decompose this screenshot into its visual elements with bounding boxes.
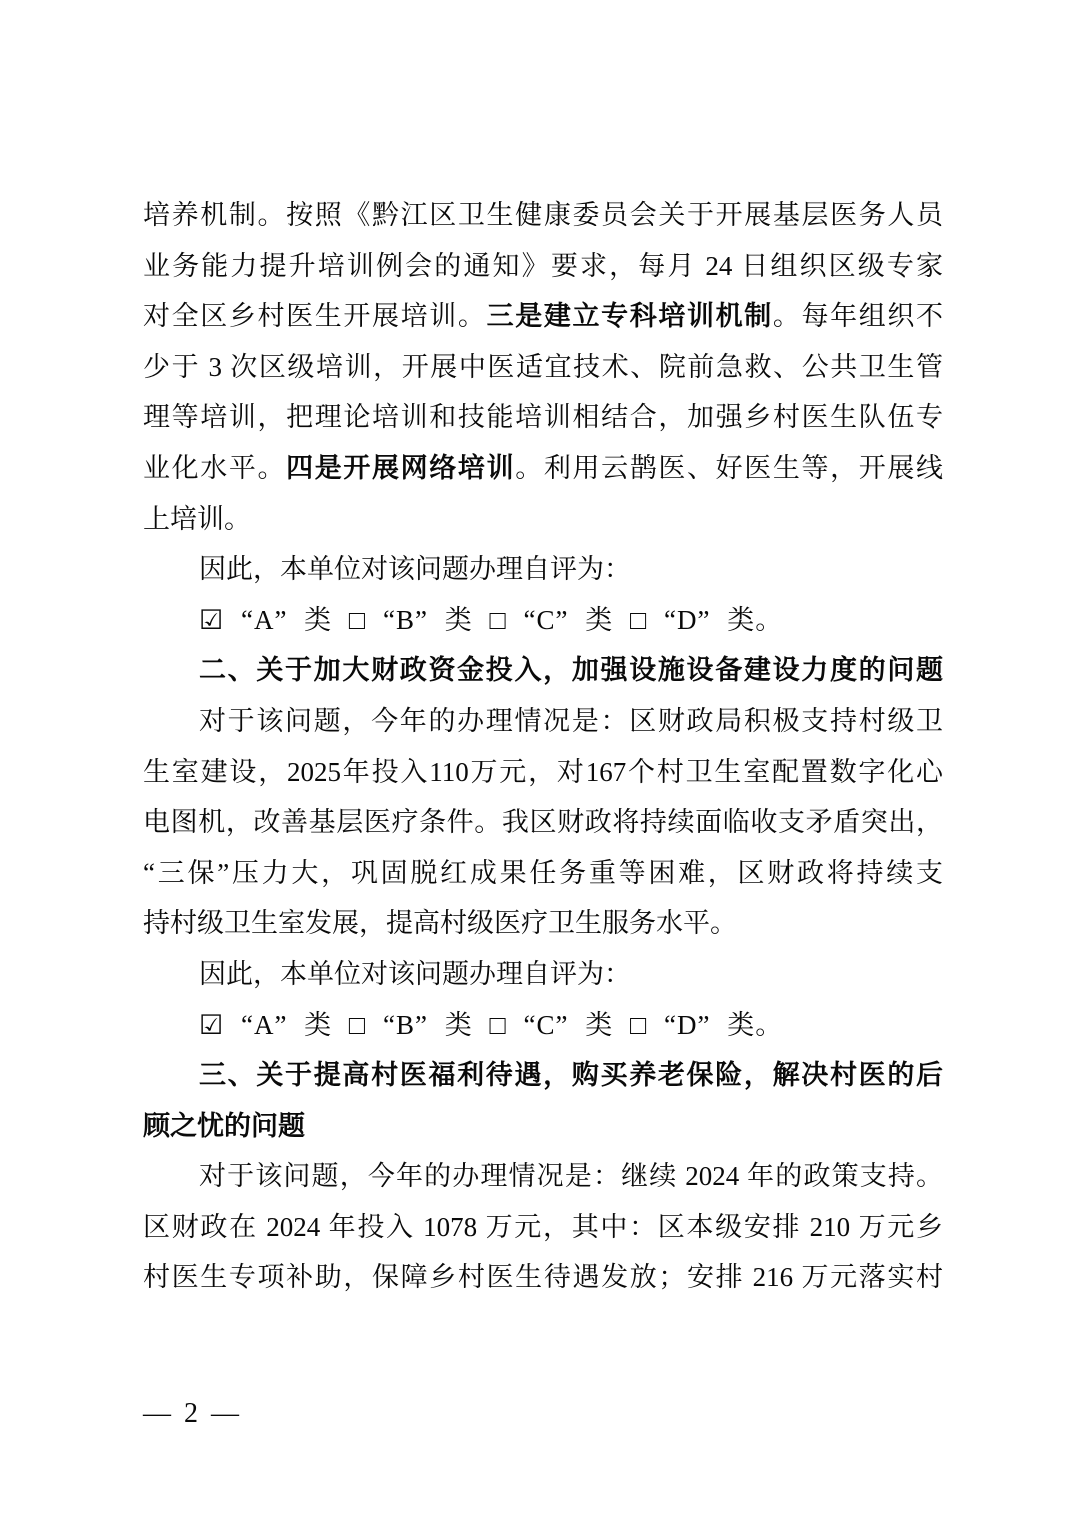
text-run: 对于该问题，今年的办理情况是：继续 2024 年的政策支持。 (199, 1161, 943, 1192)
text-run: 生室建设，2025年投入110万元，对167个村卫生室配置数字化心 (143, 756, 943, 787)
bold-text-run: 三是建立专科培训机制 (486, 301, 773, 332)
text-run: 业化水平。 (143, 452, 287, 483)
text-line (143, 949, 943, 1000)
text-line (143, 241, 943, 292)
text-run: 持村级卫生室发展，提高村级医疗卫生服务水平。 (143, 908, 737, 939)
text-run: 业务能力提升培训例会的通知》要求，每月 24 日组织区级专家 (143, 250, 943, 281)
self-rating-line (143, 1000, 943, 1051)
text-run: 培养机制。按照《黔江区卫生健康委员会关于开展基层医务人员 (143, 200, 943, 230)
text-run: 。每年组织不 (772, 301, 944, 332)
text-line (143, 443, 943, 494)
text-run: 理等培训，把理论培训和技能培训相结合，加强乡村医生队伍专 (143, 402, 943, 433)
text-run: 对全区乡村医生开展培训。 (143, 301, 487, 332)
text-run: ☑ “A” 类 □ “B” 类 □ “C” 类 □ “D” 类。 (199, 604, 784, 635)
text-line (143, 898, 943, 949)
text-line (143, 342, 943, 393)
text-line (143, 696, 943, 747)
text-run: 村医生专项补助，保障乡村医生待遇发放；安排 216 万元落实村 (143, 1262, 943, 1293)
text-line (143, 1202, 943, 1253)
self-rating-line (143, 595, 943, 646)
text-line (143, 797, 943, 848)
section-heading-line (143, 645, 943, 696)
text-run: 因此，本单位对该问题办理自评为： (199, 554, 631, 585)
text-run: 因此，本单位对该问题办理自评为： (199, 958, 631, 989)
text-run: 对于该问题，今年的办理情况是：区财政局积极支持村级卫 (199, 705, 943, 736)
text-line (143, 291, 943, 342)
text-line (143, 190, 943, 241)
document-body (143, 190, 943, 1303)
text-line (143, 1252, 943, 1303)
text-run: 。利用云鹊医、好医生等，开展线 (515, 452, 944, 483)
text-run: “三保”压力大，巩固脱红成果任务重等困难，区财政将持续支 (143, 857, 943, 888)
text-run: 少于 3 次区级培训，开展中医适宜技术、院前急救、公共卫生管 (143, 351, 943, 382)
text-line (143, 848, 943, 899)
text-run: 二、关于加大财政资金投入，加强设施设备建设力度的问题 (199, 655, 943, 686)
section-heading-line (143, 1101, 943, 1152)
text-run: ☑ “A” 类 □ “B” 类 □ “C” 类 □ “D” 类。 (199, 1009, 784, 1040)
page-number: — 2 — (143, 1398, 242, 1429)
bold-text-run: 四是开展网络培训 (286, 452, 516, 483)
text-line (143, 544, 943, 595)
text-run: 顾之忧的问题 (143, 1110, 305, 1141)
text-line (143, 747, 943, 798)
text-line (143, 1151, 943, 1202)
text-line (143, 392, 943, 443)
text-run: 电图机，改善基层医疗条件。我区财政将持续面临收支矛盾突出， (143, 807, 943, 838)
text-line (143, 494, 943, 545)
text-run: 区财政在 2024 年投入 1078 万元，其中：区本级安排 210 万元乡 (143, 1211, 943, 1242)
text-run: 上培训。 (143, 503, 251, 534)
text-run: 三、关于提高村医福利待遇，购买养老保险，解决村医的后 (199, 1060, 943, 1091)
section-heading-line (143, 1050, 943, 1101)
